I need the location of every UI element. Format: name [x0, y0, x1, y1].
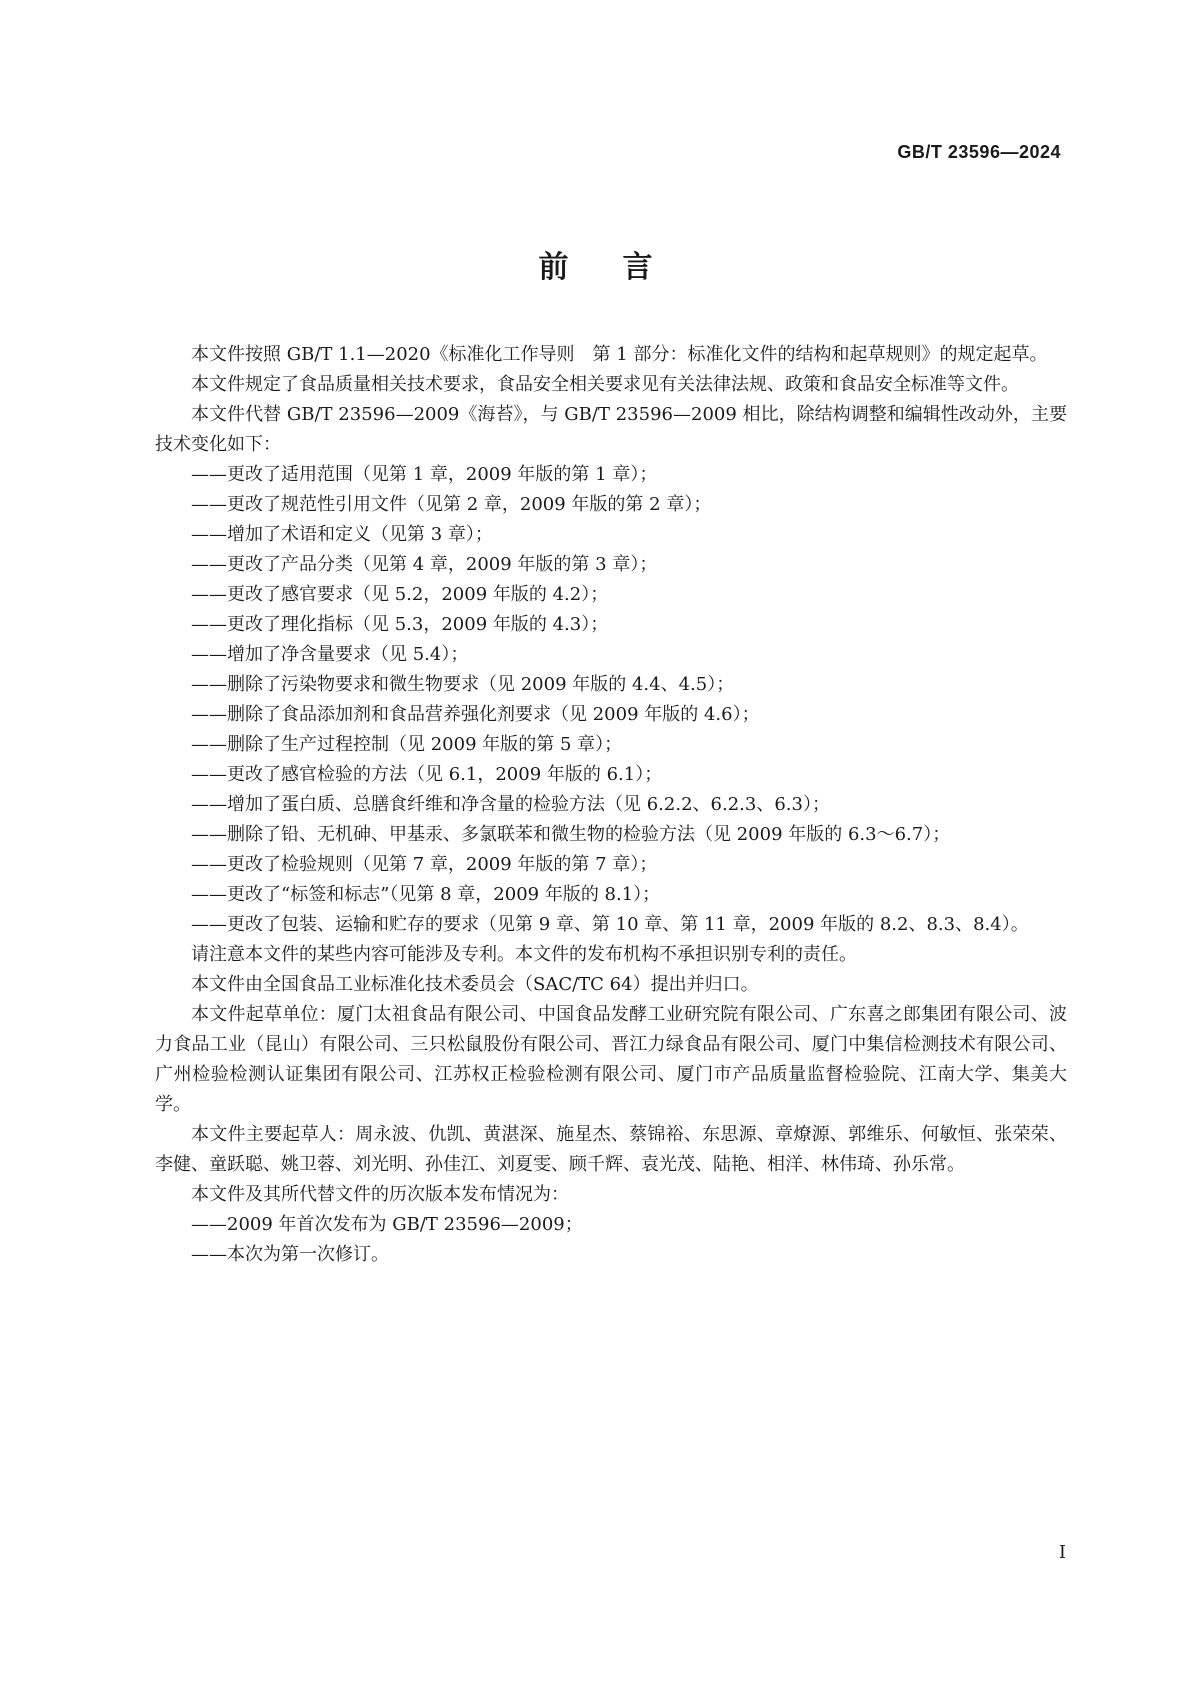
change-item: ——增加了净含量要求（见 5.4）；: [191, 644, 469, 665]
change-item: ——更改了适用范围（见第 1 章，2009 年版的第 1 章）；: [191, 464, 658, 485]
paragraph: 本文件规定了食品质量相关技术要求，食品安全相关要求见有关法律法规、政策和食品安全标准等文件。: [191, 374, 1019, 395]
paragraph: 本文件起草单位：厦门太祖食品有限公司、中国食品发酵工业研究院有限公司、广东喜之郎集团有限公司、波力食品工业（昆山）有限公司、三只松鼠股份有限公司、晋江力绿食品有限公司、厦门中集信检测技术有限公司、广州检验检测认证集团有限公司、江苏权正检验检测有限公司、厦门市产品质量监督检验院、江南大学、集美大学。: [155, 1004, 1067, 1115]
change-item: ——更改了理化指标（见 5.3，2009 年版的 4.3）；: [191, 614, 609, 635]
paragraph: 本文件及其所代替文件的历次版本发布情况为：: [191, 1184, 569, 1205]
page-title: 前言: [538, 250, 707, 285]
change-item: ——更改了规范性引用文件（见第 2 章，2009 年版的第 2 章）；: [191, 494, 712, 515]
standard-code: GB/T 23596—2024: [897, 142, 1061, 162]
change-item: ——更改了感官检验的方法（见 6.1，2009 年版的 6.1）；: [191, 764, 663, 785]
change-item: ——删除了污染物要求和微生物要求（见 2009 年版的 4.4、4.5）；: [191, 674, 735, 695]
foreword-body: [155, 340, 1067, 1270]
paragraph: 本文件主要起草人：周永波、仇凯、黄湛深、施星杰、蔡锦裕、东思源、章燎源、郭维乐、何敏恒、张荣荣、李健、童跃聪、姚卫蓉、刘光明、孙佳江、刘夏雯、顾千辉、袁光茂、陆艳、相洋、林伟琦、孙乐常。: [155, 1124, 1067, 1175]
change-item: ——更改了“标签和标志”（见第 8 章，2009 年版的 8.1）；: [191, 884, 661, 905]
paragraph: 本文件代替 GB/T 23596—2009《海苔》，与 GB/T 23596—2009 相比，除结构调整和编辑性改动外，主要技术变化如下：: [155, 404, 1067, 455]
change-item: ——增加了术语和定义（见第 3 章）；: [191, 524, 493, 545]
change-item: ——更改了包装、运输和贮存的要求（见第 9 章、第 10 章、第 11 章，2009 年版的 8.2、8.3、8.4）。: [191, 914, 1029, 935]
change-item: ——更改了感官要求（见 5.2，2009 年版的 4.2）；: [191, 584, 609, 605]
paragraph: 本文件按照 GB/T 1.1—2020《标准化工作导则 第 1 部分：标准化文件的结构和起草规则》的规定起草。: [191, 344, 1048, 365]
history-item: ——2009 年首次发布为 GB/T 23596—2009；: [191, 1214, 583, 1235]
change-item: ——删除了生产过程控制（见 2009 年版的第 5 章）；: [191, 734, 623, 755]
change-item: ——更改了检验规则（见第 7 章，2009 年版的第 7 章）；: [191, 854, 658, 875]
page-number: Ⅰ: [1058, 1542, 1066, 1563]
change-item: ——更改了产品分类（见第 4 章，2009 年版的第 3 章）；: [191, 554, 658, 575]
change-item: ——删除了铅、无机砷、甲基汞、多氯联苯和微生物的检验方法（见 2009 年版的 6.3～6.7）；: [191, 824, 951, 845]
history-item: ——本次为第一次修订。: [191, 1244, 389, 1265]
change-item: ——增加了蛋白质、总膳食纤维和净含量的检验方法（见 6.2.2、6.2.3、6.3）；: [191, 794, 830, 815]
change-item: ——删除了食品添加剂和食品营养强化剂要求（见 2009 年版的 4.6）；: [191, 704, 760, 725]
paragraph: 请注意本文件的某些内容可能涉及专利。本文件的发布机构不承担识别专利的责任。: [191, 944, 857, 965]
paragraph: 本文件由全国食品工业标准化技术委员会（SAC/TC 64）提出并归口。: [191, 974, 759, 995]
